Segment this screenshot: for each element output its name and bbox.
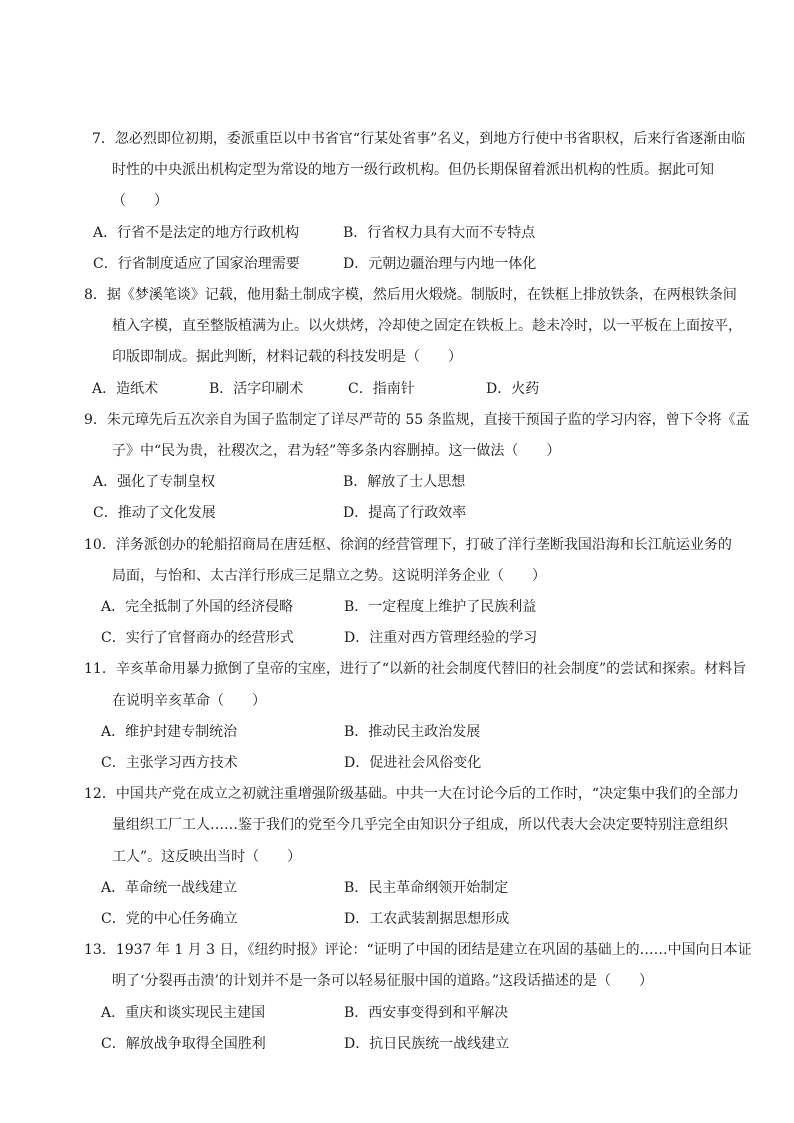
option-b[interactable]: B．西安事变得到和平解决 [344, 1004, 509, 1021]
question-12 [84, 779, 739, 935]
option-a[interactable]: A．革命统一战线建立 [101, 879, 238, 896]
question-number: 13． [84, 942, 116, 959]
option-c[interactable]: C．解放战争取得全国胜利 [101, 1035, 266, 1052]
question-13 [84, 935, 752, 1060]
question-number: 12． [84, 786, 116, 803]
question-number: 11． [84, 661, 116, 678]
question-number: 8． [84, 287, 107, 304]
question-stem [84, 779, 739, 873]
option-list [92, 374, 732, 405]
stem-line: 7．忽必烈即位初期，委派重臣以中书省官“行某处省事”名义，到地方行使中书省职权，后来行省逐渐由临 [92, 131, 746, 147]
option-list [92, 998, 732, 1060]
question-number: 10． [84, 536, 116, 553]
stem-line: 子》中“民为贵，社稷次之，君为轻”等多条内容删掉。这一做法（ ） [112, 443, 561, 460]
option-a[interactable]: A．行省不是法定的地方行政机构 [93, 224, 300, 241]
option-c[interactable]: C．指南针 [348, 380, 415, 397]
question-stem [92, 124, 746, 218]
question-9 [84, 405, 750, 530]
option-d[interactable]: D．促进社会风俗变化 [344, 755, 482, 772]
option-c[interactable]: C．推动了文化发展 [93, 505, 216, 522]
option-d[interactable]: D．提高了行政效率 [343, 505, 467, 522]
option-list [92, 467, 732, 529]
option-list [92, 873, 732, 935]
stem-line: 在说明辛亥革命（ ） [112, 692, 266, 709]
option-b[interactable]: B．活字印刷术 [209, 380, 304, 397]
stem-line: 工人”。这反映出当时（ ） [112, 848, 302, 865]
option-c[interactable]: C．实行了官督商办的经营形式 [101, 630, 294, 647]
stem-line: 量组织工厂工人……鉴于我们的党至今几乎完全由知识分子组成，所以代表大会决定要特别注意组织 [112, 817, 728, 834]
option-b[interactable]: B．推动民主政治发展 [344, 723, 481, 740]
option-d[interactable]: D．火药 [486, 380, 540, 397]
option-c[interactable]: C．行省制度适应了国家治理需要 [93, 255, 300, 272]
option-d[interactable]: D．抗日民族统一战线建立 [344, 1035, 510, 1052]
stem-line: 时性的中央派出机构定型为常设的地方一级行政机构。但仍长期保留着派出机构的性质。据此可知 [112, 162, 714, 179]
question-number: 9． [84, 411, 107, 428]
stem-line: 10．洋务派创办的轮船招商局在唐廷枢、徐润的经营管理下，打破了洋行垄断我国沿海和长江航运业务的 [84, 536, 732, 553]
question-10 [84, 530, 732, 655]
stem-line: 9．朱元璋先后五次亲自为国子监制定了详尽严苛的 55 条监规，直接干预国子监的学习内容，曾下令将《孟 [84, 411, 750, 428]
question-stem [84, 654, 747, 716]
stem-line: 8．据《梦溪笔谈》记载，他用黏土制成字模，然后用火煅烧。制版时，在铁框上排放铁条，在两根铁条间 [84, 287, 737, 304]
stem-line: （ ） [112, 193, 168, 210]
option-b[interactable]: B．民主革命纲领开始制定 [344, 879, 509, 896]
question-stem [84, 935, 752, 997]
option-b[interactable]: B．行省权力具有大而不专特点 [343, 224, 536, 241]
option-a[interactable]: A．重庆和谈实现民主建国 [101, 1004, 266, 1021]
stem-line: 印版即制成。据此判断，材料记载的科技发明是（ ） [112, 349, 462, 366]
option-list [92, 717, 732, 779]
stem-line: 局面，与怡和、太古洋行形成三足鼎立之势。这说明洋务企业（ ） [112, 567, 546, 584]
question-11 [84, 654, 747, 779]
option-a[interactable]: A．完全抵制了外国的经济侵略 [101, 599, 294, 616]
option-list [92, 592, 732, 654]
option-b[interactable]: B．解放了士人思想 [343, 474, 466, 491]
option-a[interactable]: A．维护封建专制统治 [101, 723, 238, 740]
question-8 [84, 280, 742, 405]
option-d[interactable]: D．注重对西方管理经验的学习 [344, 630, 538, 647]
question-stem [84, 280, 742, 374]
stem-line: 13．1937 年 1 月 3 日，《纽约时报》评论：“证明了中国的团结是建立在巩固的基础上的……中国向日本证 [84, 942, 752, 959]
option-a[interactable]: A．强化了专制皇权 [93, 474, 216, 491]
question-stem [84, 530, 732, 592]
stem-line: 植入字模，直至整版植满为止。以火烘烤，冷却使之固定在铁板上。趁未冷时，以一平板在上面按平， [112, 318, 742, 335]
option-d[interactable]: D．工农武装割据思想形成 [344, 911, 510, 928]
question-number: 7． [92, 131, 115, 147]
stem-line: 12．中国共产党在成立之初就注重增强阶级基础。中共一大在讨论今后的工作时，“决定集中我们的全部力 [84, 786, 739, 803]
option-c[interactable]: C．主张学习西方技术 [101, 755, 238, 772]
question-list [84, 124, 752, 1060]
stem-line: 明了‘分裂再击溃’的计划并不是一条可以轻易征服中国的道路。”这段话描述的是（ ） [112, 973, 654, 990]
question-stem [84, 405, 750, 467]
option-a[interactable]: A．造纸术 [92, 380, 159, 397]
option-b[interactable]: B．一定程度上维护了民族利益 [344, 599, 537, 616]
question-7 [92, 124, 746, 280]
option-d[interactable]: D．元朝边疆治理与内地一体化 [343, 255, 537, 272]
stem-line: 11．辛亥革命用暴力掀倒了皇帝的宝座，进行了“以新的社会制度代替旧的社会制度”的尝试和探索。材料旨 [84, 661, 747, 678]
option-list [92, 218, 732, 280]
option-c[interactable]: C．党的中心任务确立 [101, 911, 238, 928]
